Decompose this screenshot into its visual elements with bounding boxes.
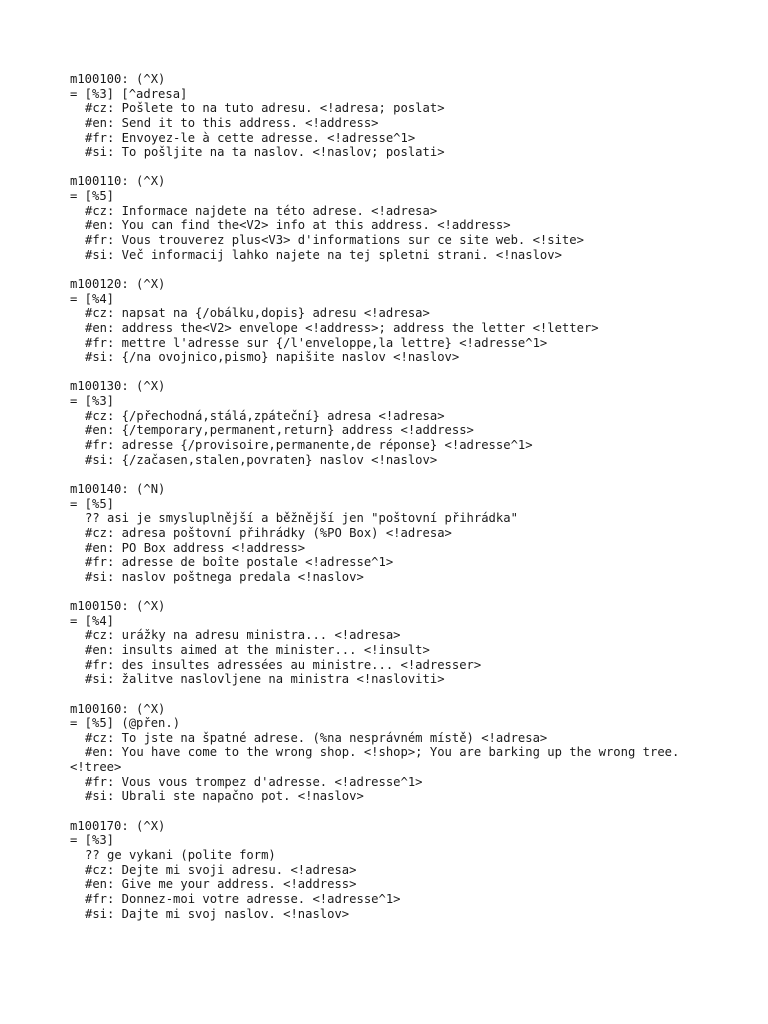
entry-m100140 — [70, 482, 760, 584]
translation-cz: #cz: Pošlete to na tuto adresu. <!adresa; poslat> — [85, 101, 445, 116]
entry-m100130 — [70, 379, 760, 467]
entry-m100170 — [70, 819, 760, 921]
translation-cz: #cz: {/přechodná,stálá,zpáteční} adresa <!adresa> — [85, 408, 445, 423]
comment-line: ?? asi je smysluplnější a běžnější jen "poštovní přihrádka" — [85, 511, 518, 526]
translation-si: #si: {/na ovojnico,pismo} napišite naslov <!naslov> — [85, 350, 460, 365]
entry-id: m100160: (^X) — [70, 701, 166, 716]
translation-en: #en: insults aimed at the minister... <!insult> — [85, 642, 430, 657]
translation-fr: #fr: mettre l'adresse sur {/l'enveloppe,la lettre} <!adresse^1> — [85, 335, 548, 350]
entry-m100120 — [70, 277, 760, 365]
document-page — [70, 72, 760, 936]
translation-si: #si: Ubrali ste napačno pot. <!naslov> — [85, 789, 364, 804]
entry-m100150 — [70, 599, 760, 687]
entry-tag: = [%3] — [70, 394, 115, 409]
translation-en-wrap: <!tree> — [70, 760, 122, 775]
entry-id: m100170: (^X) — [70, 818, 166, 833]
translation-cz: #cz: urážky na adresu ministra... <!adresa> — [85, 628, 401, 643]
entry-tag: = [%5] — [70, 189, 115, 204]
translation-si: #si: Dajte mi svoj naslov. <!naslov> — [85, 906, 350, 921]
entry-id: m100100: (^X) — [70, 72, 166, 86]
entry-m100110 — [70, 174, 760, 262]
translation-cz: #cz: Informace najdete na této adrese. <!adresa> — [85, 203, 438, 218]
comment-line: ?? ge vykani (polite form) — [85, 847, 276, 862]
translation-en: #en: address the<V2> envelope <!address>; address the letter <!letter> — [85, 320, 599, 335]
entry-tag: = [%3] — [70, 833, 115, 848]
translation-cz: #cz: napsat na {/obálku,dopis} adresu <!adresa> — [85, 306, 430, 321]
entry-id: m100110: (^X) — [70, 174, 166, 189]
translation-en: #en: PO Box address <!address> — [85, 540, 306, 555]
entry-tag: = [%5] — [70, 496, 115, 511]
entry-tag: = [%4] — [70, 291, 115, 306]
translation-cz: #cz: Dejte mi svoji adresu. <!adresa> — [85, 862, 357, 877]
translation-fr: #fr: Envoyez-le à cette adresse. <!adresse^1> — [85, 130, 416, 145]
translation-cz: #cz: adresa poštovní přihrádky (%PO Box) <!adresa> — [85, 525, 452, 540]
translation-fr: #fr: Vous vous trompez d'adresse. <!adresse^1> — [85, 774, 423, 789]
entry-m100100 — [70, 72, 760, 160]
entry-id: m100140: (^N) — [70, 481, 166, 496]
translation-fr: #fr: des insultes adressées au ministre... <!adresser> — [85, 657, 482, 672]
translation-en: #en: {/temporary,permanent,return} address <!address> — [85, 423, 474, 438]
entry-id: m100150: (^X) — [70, 599, 166, 614]
translation-fr: #fr: Vous trouverez plus<V3> d'informations sur ce site web. <!site> — [85, 233, 584, 248]
translation-fr: #fr: Donnez-moi votre adresse. <!adresse^1> — [85, 891, 401, 906]
translation-cz: #cz: To jste na špatné adrese. (%na nesprávném místě) <!adresa> — [85, 730, 548, 745]
entry-id: m100120: (^X) — [70, 276, 166, 291]
translation-en: #en: Give me your address. <!address> — [85, 877, 357, 892]
translation-en: #en: You have come to the wrong shop. <!shop>; You are barking up the wrong tree. — [85, 745, 680, 760]
translation-si: #si: naslov poštnega predala <!naslov> — [85, 569, 364, 584]
entry-tag: = [%3] [^adresa] — [70, 86, 188, 101]
translation-si: #si: Več informacij lahko najete na tej spletni strani. <!naslov> — [85, 247, 562, 262]
entry-tag: = [%4] — [70, 613, 115, 628]
translation-en: #en: Send it to this address. <!address> — [85, 115, 379, 130]
translation-fr: #fr: adresse {/provisoire,permanente,de réponse} <!adresse^1> — [85, 438, 533, 453]
translation-fr: #fr: adresse de boîte postale <!adresse^1> — [85, 555, 394, 570]
entry-m100160 — [70, 702, 760, 804]
entry-tag: = [%5] (@přen.) — [70, 716, 181, 731]
translation-en: #en: You can find the<V2> info at this address. <!address> — [85, 218, 511, 233]
translation-si: #si: {/začasen,stalen,povraten} naslov <!naslov> — [85, 452, 438, 467]
translation-si: #si: To pošljite na ta naslov. <!naslov; poslati> — [85, 145, 445, 160]
translation-si: #si: žalitve naslovljene na ministra <!nasloviti> — [85, 672, 445, 687]
entry-id: m100130: (^X) — [70, 379, 166, 394]
